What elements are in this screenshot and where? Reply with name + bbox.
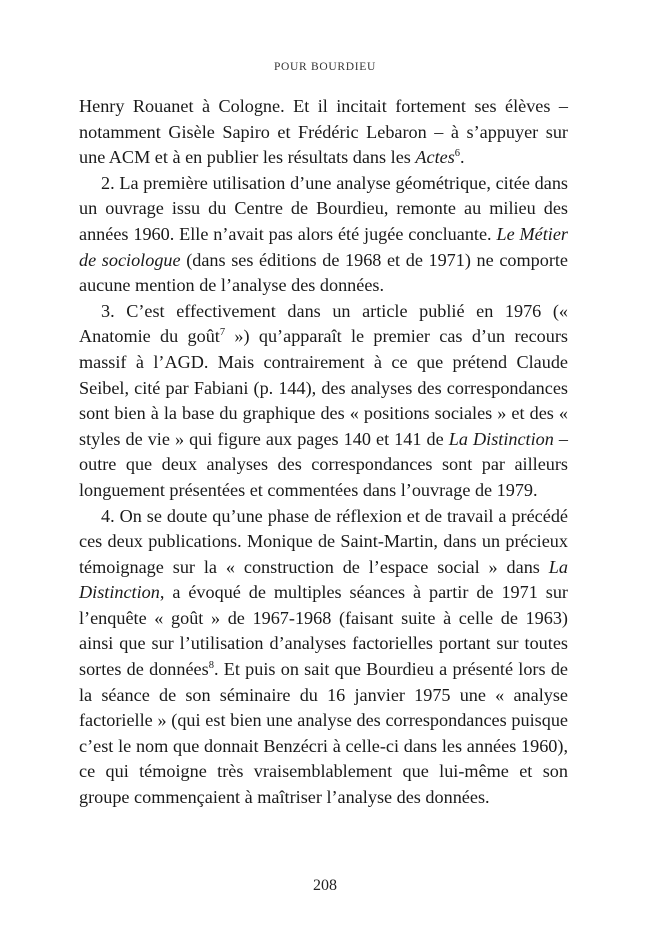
italic-title-actes: Actes xyxy=(415,147,455,168)
paragraph-1-text: Henry Rouanet à Cologne. Et il incitait fortement ses élèves – notamment Gisèle Sapiro et Frédéric Lebaron – à s’appuyer sur une ACM et à en publier les résultats dans les xyxy=(79,96,568,168)
italic-title-metier-de-sociologue: Le Métier de sociologue xyxy=(79,223,568,270)
paragraph-3 xyxy=(79,299,568,504)
paragraph-3-end: – outre que deux analyses des correspondances sont par ailleurs longuement présentées et commentées dans l’ouvrage de 1979. xyxy=(79,428,568,500)
paragraph-3-middle: ») qu’apparaît le premier cas d’un recours massif à l’AGD. Mais contrairement à ce que prétend Claude Seibel, cité par Fabiani (p. 144), des analyses des correspondances sont bien à la base du graphique des « positions sociales » et des « styles de vie » qui figure aux pages 140 et 141 de xyxy=(79,326,568,449)
note-reference-7: 7 xyxy=(219,327,226,339)
body-text xyxy=(79,94,568,811)
page-number: 208 xyxy=(313,877,337,894)
paragraph-3-text: 3. C’est effectivement dans un article publié en 1976 (« Anatomie du goût xyxy=(79,300,568,347)
paragraph-2 xyxy=(79,171,568,299)
italic-title-la-distinction: La Distinction xyxy=(448,428,554,449)
paragraph-4-end: . Et puis on sait que Bourdieu a présenté lors de la séance de son séminaire du 16 janvier 1975 une « analyse factorielle » (qui est bien une analyse des correspondances puisque c’est le nom que donnait Benzécri à celle-ci dans les années 1960), ce qui témoigne très vraisemblablement que lui-même et son groupe commençaient à maîtriser l’analyse des données. xyxy=(79,659,568,808)
italic-title-la-distinction: La Distinction xyxy=(79,556,568,603)
paragraph-1 xyxy=(79,94,568,171)
paragraph-2-text: 2. La première utilisation d’une analyse géométrique, citée dans un ouvrage issu du Centre de Bourdieu, remonte au milieu des années 1960. Elle n’avait pas alors été jugée concluante. xyxy=(79,172,568,244)
note-reference-6: 6 xyxy=(454,148,461,160)
note-reference-8: 8 xyxy=(208,660,214,672)
paragraph-2-end: (dans ses éditions de 1968 et de 1971) ne comporte aucune mention de l’analyse des données. xyxy=(79,249,568,296)
paragraph-4-text: 4. On se doute qu’une phase de réflexion et de travail a précédé ces deux publications. Monique de Saint-Martin, dans un précieux témoignage sur la « construction de l’espace social » dans xyxy=(79,505,568,577)
running-head: POUR BOURDIEU xyxy=(273,61,377,73)
paragraph-1-end: . xyxy=(460,147,465,168)
paragraph-4 xyxy=(79,504,568,811)
paragraph-4-middle: , a évoqué de multiples séances à partir de 1971 sur l’enquête « goût » de 1967-1968 (faisant suite à celle de 1963) ainsi que sur l’utilisation d’analyses factorielles portant sur toutes sortes de données xyxy=(79,582,568,680)
